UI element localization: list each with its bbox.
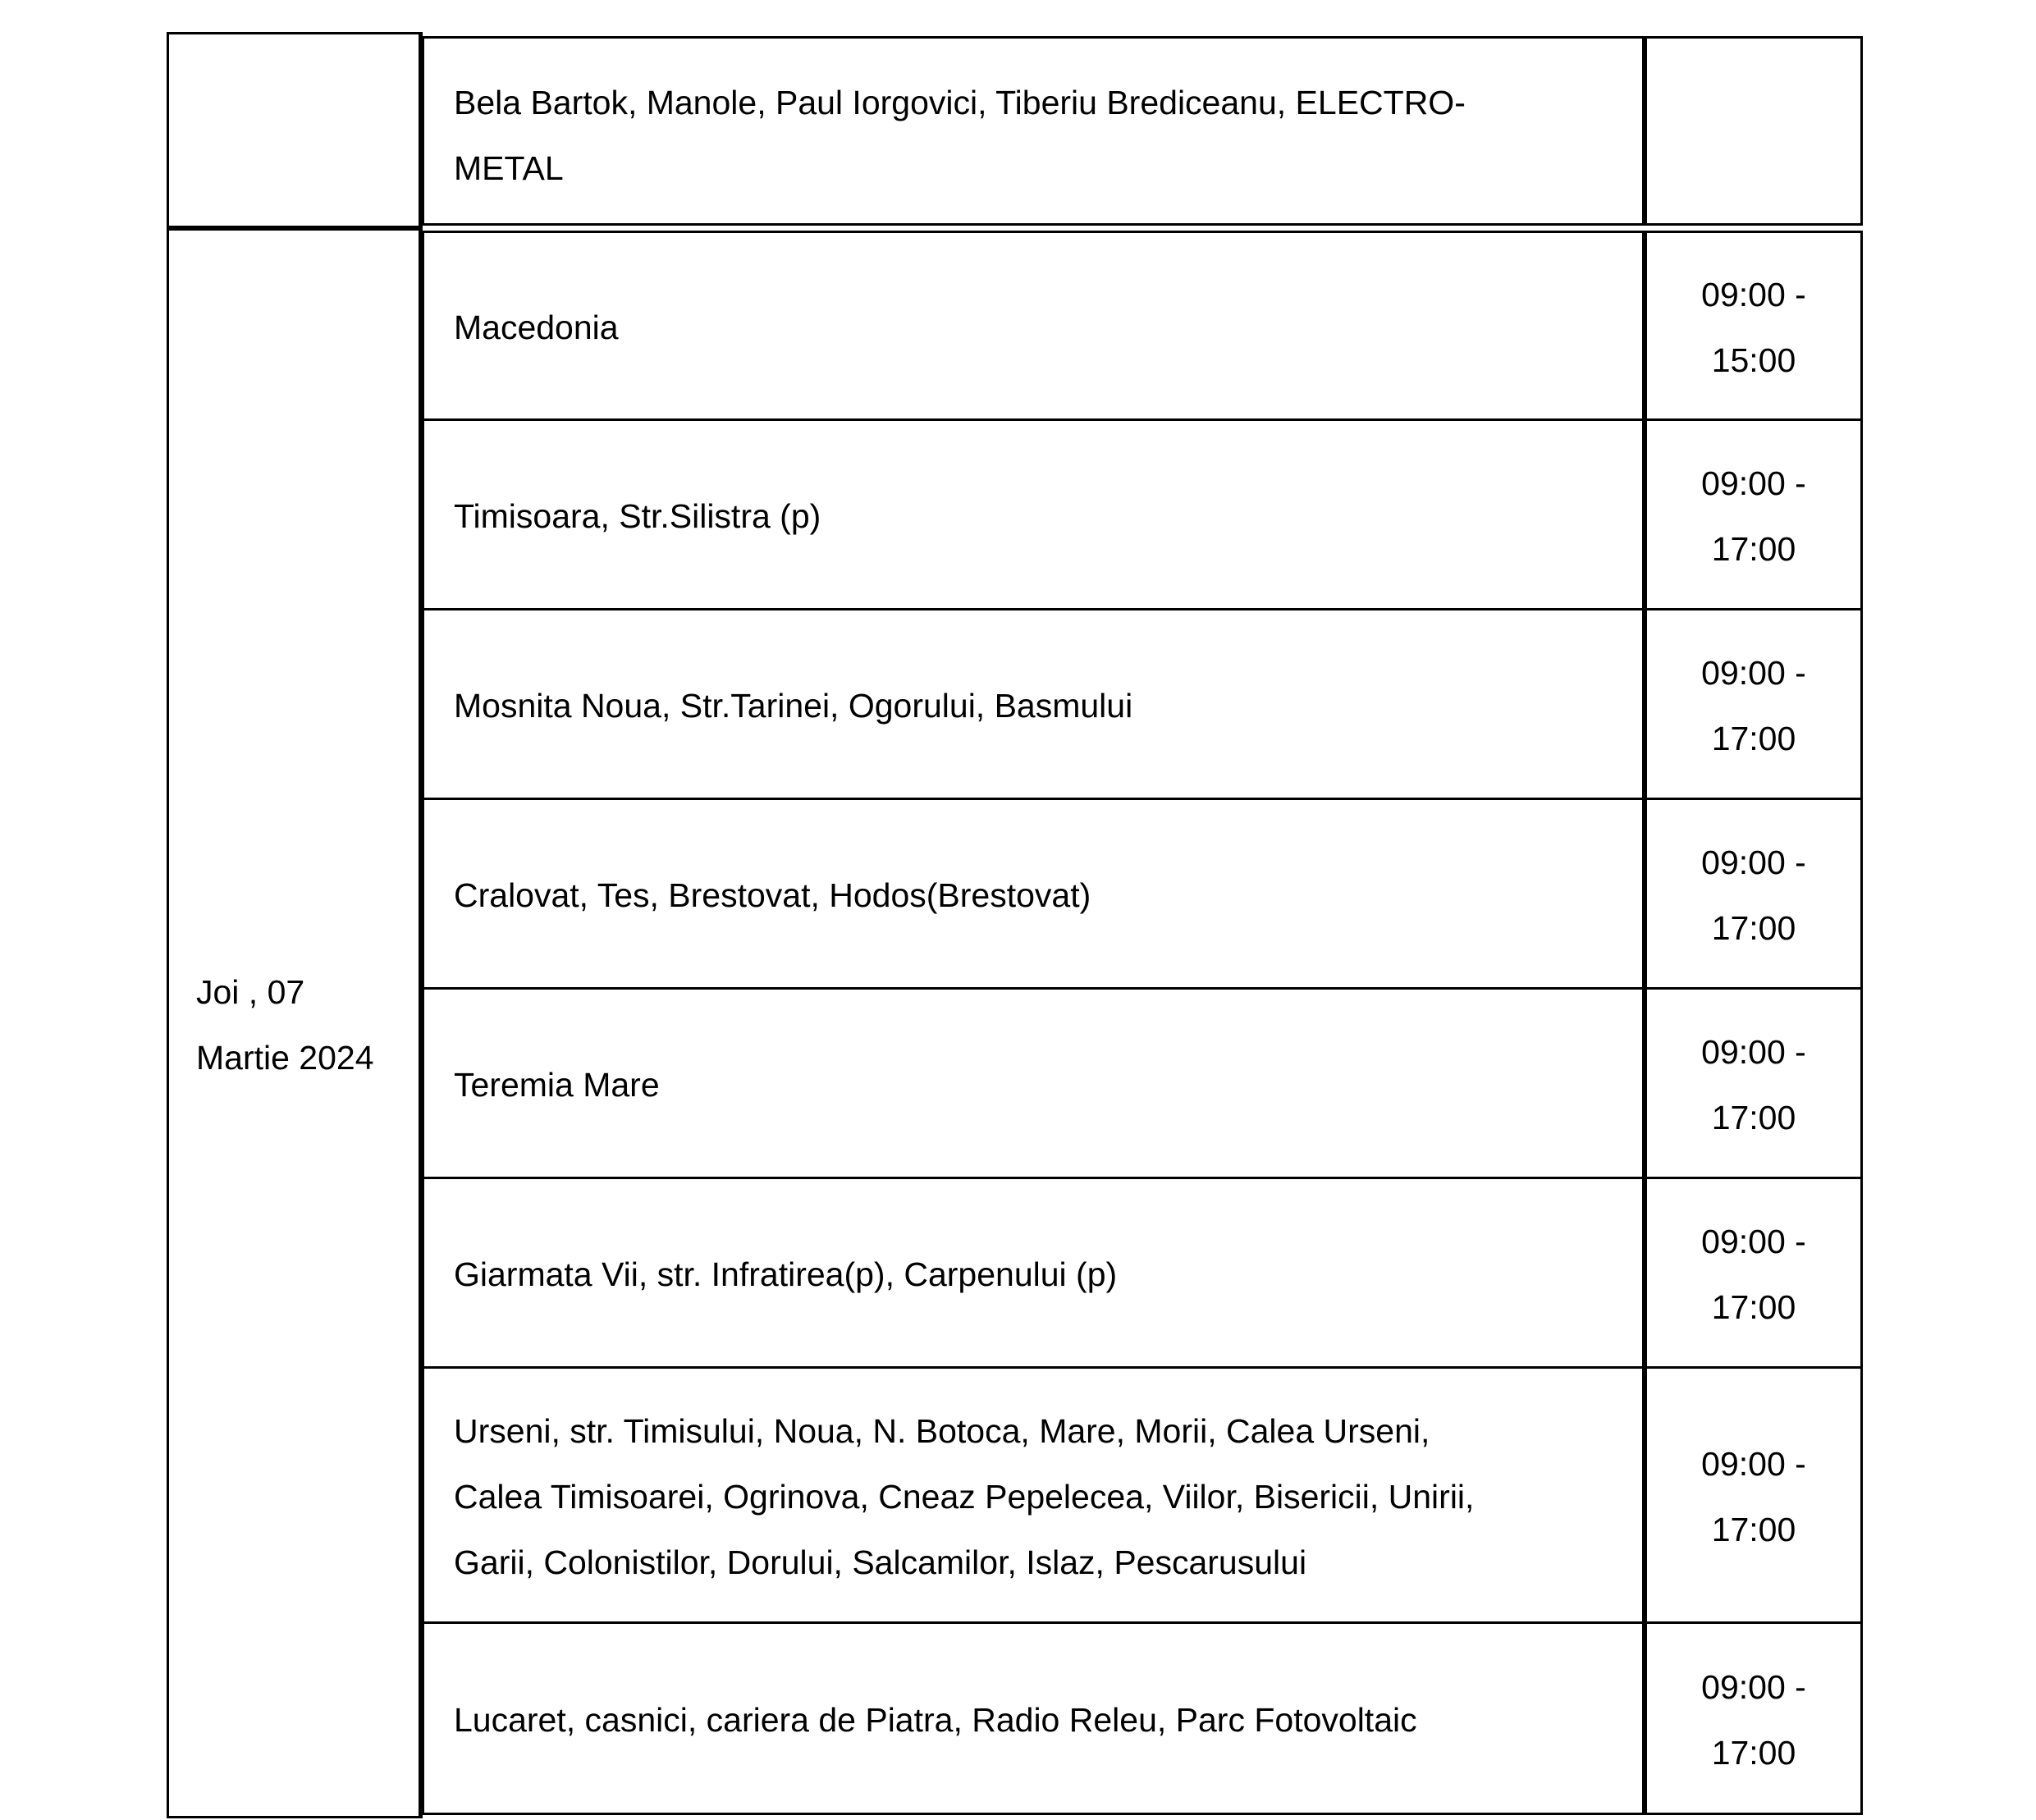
location-text: Urseni, str. Timisului, Noua, N. Botoca, Mare, Morii, Calea Urseni, <box>454 1412 1430 1450</box>
continued-date-cell <box>167 32 423 228</box>
location-text: Mosnita Noua, Str.Tarinei, Ogorului, Basmului <box>454 687 1133 725</box>
table-row-time <box>1645 418 1863 610</box>
table-row-locations <box>420 1177 1646 1369</box>
location-text: Timisoara, Str.Silistra (p) <box>454 497 821 535</box>
continued-locations-line-2: METAL <box>454 149 564 187</box>
time-text: 09:00 - 17:00 <box>1701 1033 1806 1136</box>
table-row-locations <box>420 987 1646 1179</box>
table-row-locations <box>420 418 1646 610</box>
table-row-time <box>1645 608 1863 800</box>
location-text: Giarmata Vii, str. Infratirea(p), Carpenului (p) <box>454 1255 1118 1293</box>
time-text: 09:00 - 17:00 <box>1701 1445 1806 1548</box>
time-text: 09:00 - 17:00 <box>1701 844 1806 947</box>
date-line-2: Martie 2024 <box>196 1039 374 1077</box>
table-row-time <box>1645 231 1863 421</box>
location-text: Teremia Mare <box>454 1066 660 1104</box>
time-text: 09:00 - 17:00 <box>1701 1223 1806 1326</box>
location-text: Lucaret, casnici, cariera de Piatra, Radio Releu, Parc Fotovoltaic <box>454 1701 1417 1739</box>
time-text: 09:00 - 17:00 <box>1701 464 1806 568</box>
date-line-1: Joi , 07 <box>196 973 305 1011</box>
table-row-time <box>1645 1366 1863 1624</box>
table-row-locations <box>420 608 1646 800</box>
location-text: Cralovat, Tes, Brestovat, Hodos(Brestovat) <box>454 876 1091 914</box>
table-row-time <box>1645 1621 1863 1815</box>
table-row-locations <box>420 231 1646 421</box>
table-row-locations <box>420 1621 1646 1815</box>
table-row-time <box>1645 987 1863 1179</box>
table-row-locations <box>420 1366 1646 1624</box>
table-row-time <box>1645 798 1863 990</box>
location-text: Calea Timisoarei, Ogrinova, Cneaz Pepelecea, Viilor, Bisericii, Unirii, <box>454 1478 1475 1516</box>
continued-time-cell <box>1645 36 1863 226</box>
location-text: Garii, Colonistilor, Dorului, Salcamilor, Islaz, Pescarusului <box>454 1543 1307 1581</box>
continued-locations-line-1: Bela Bartok, Manole, Paul Iorgovici, Tiberiu Brediceanu, ELECTRO- <box>454 84 1466 121</box>
table-row-locations <box>420 798 1646 990</box>
time-text: 09:00 - 17:00 <box>1701 654 1806 757</box>
time-text: 09:00 - 17:00 <box>1701 1668 1806 1772</box>
continued-locations-cell <box>420 36 1646 226</box>
time-text: 09:00 - 15:00 <box>1701 276 1806 379</box>
location-text: Macedonia <box>454 309 619 346</box>
date-cell <box>167 226 423 1818</box>
table-row-time <box>1645 1177 1863 1369</box>
